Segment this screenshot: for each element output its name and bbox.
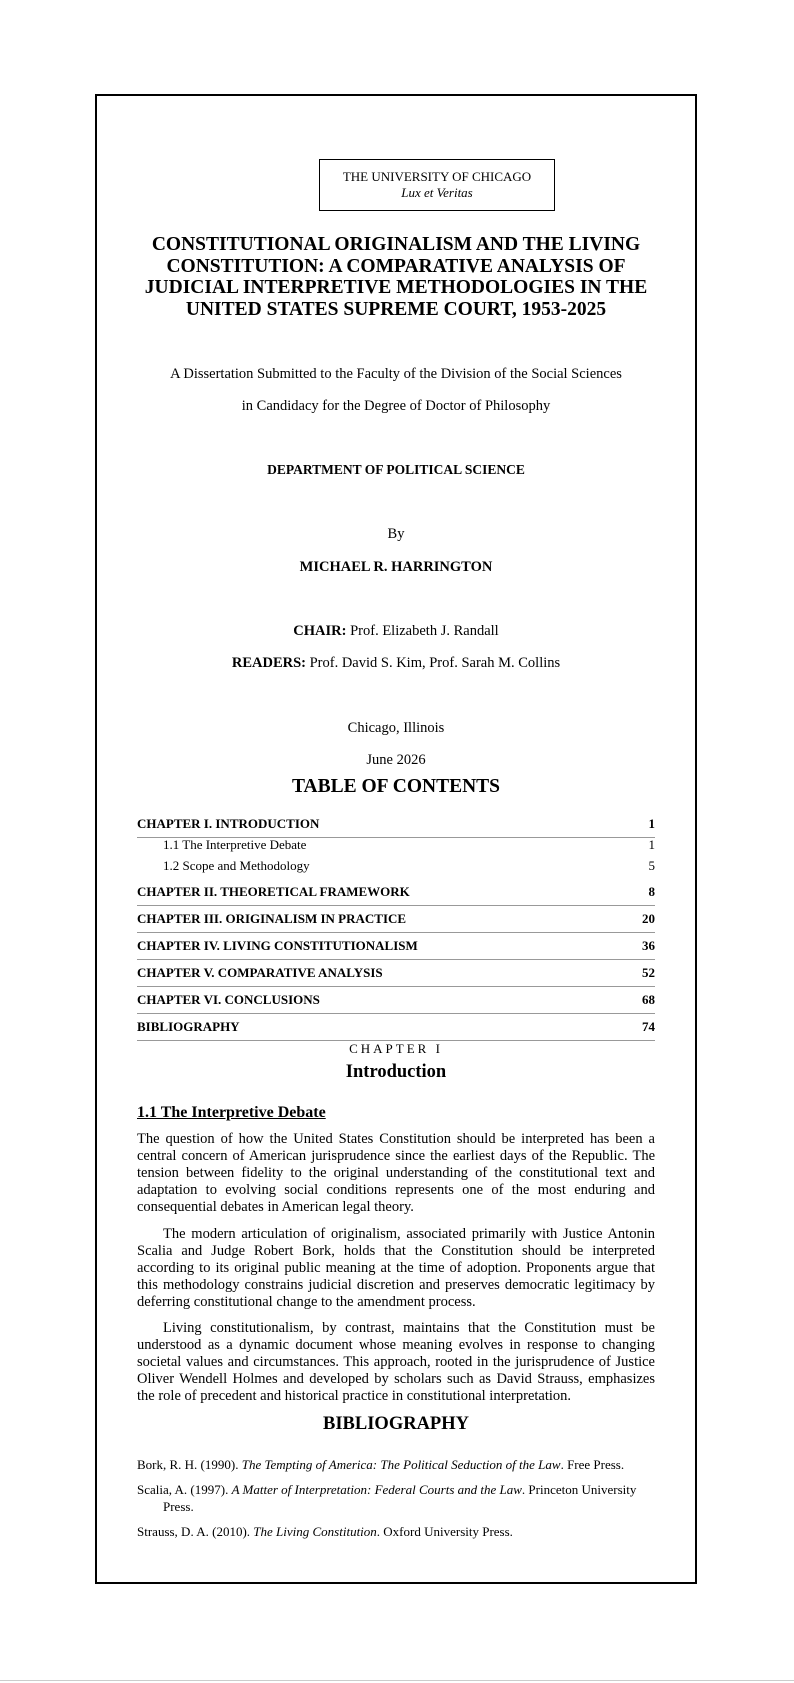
toc-entry[interactable] (137, 884, 655, 906)
toc-page: 1 (648, 816, 655, 831)
bib-author-year: Strauss, D. A. (2010). (137, 1524, 254, 1539)
by-label: By (387, 526, 405, 542)
toc-entry[interactable] (137, 965, 655, 987)
university-seal (319, 159, 555, 211)
submission-date: June 2026 (366, 752, 426, 768)
body-paragraph: Living constitutionalism, by contrast, maintains that the Constitution must be understood as a dynamic document whose meaning evolves in response to changing societal values and circumstances. This approach, rooted in the jurisprudence of Justice Oliver Wendell Holmes and developed by scholars such as David Strauss, emphasizes the role of precedent and historical practice in constitutional interpretation. (137, 1320, 655, 1404)
bib-author-year: Scalia, A. (1997). (137, 1482, 232, 1497)
toc-label: CHAPTER IV. LIVING CONSTITUTIONALISM (137, 938, 418, 953)
title-line: CONSTITUTIONAL ORIGINALISM AND THE LIVING (151, 234, 641, 255)
toc-label: CHAPTER II. THEORETICAL FRAMEWORK (137, 884, 410, 899)
bib-publisher: . Free Press. (560, 1457, 625, 1472)
title-line: CONSTITUTION: A COMPARATIVE ANALYSIS OF (166, 255, 626, 277)
chapter-eyebrow: CHAPTER I (349, 1041, 443, 1056)
submission-line-2: in Candidacy for the Degree of Doctor of Philosophy (241, 398, 551, 414)
toc-entry[interactable] (137, 858, 655, 879)
toc-label: CHAPTER V. COMPARATIVE ANALYSIS (137, 965, 383, 980)
toc-page: 1 (648, 837, 655, 852)
toc-page: 68 (642, 992, 655, 1007)
toc-label: CHAPTER III. ORIGINALISM IN PRACTICE (137, 911, 407, 926)
committee-chair (137, 623, 655, 640)
body-paragraph: The question of how the United States Constitution should be interpreted has been a central concern of American jurisprudence since the earliest days of the Republic. The tension between fidelity to the original understanding of the constitutional text and adaptation to evolving social conditions represents one of the most enduring and consequential debates in American legal theory. (137, 1131, 655, 1215)
bib-work-title: The Living Constitution (253, 1524, 377, 1539)
toc-page: 36 (642, 938, 655, 953)
readers-names: Prof. David S. Kim, Prof. Sarah M. Collins (309, 655, 561, 671)
toc-page: 5 (648, 858, 655, 873)
toc-entry[interactable] (137, 816, 655, 838)
toc-label: BIBLIOGRAPHY (137, 1019, 240, 1034)
toc-label: CHAPTER VI. CONCLUSIONS (137, 992, 320, 1007)
place: Chicago, Illinois (347, 720, 445, 736)
department-name: DEPARTMENT OF POLITICAL SCIENCE (267, 462, 525, 477)
submission-line-1: A Dissertation Submitted to the Faculty of the Division of the Social Sciences (170, 366, 622, 382)
toc-entry[interactable] (137, 1019, 655, 1041)
section-title: 1.1 The Interpretive Debate (137, 1104, 326, 1121)
bib-author-year: Bork, R. H. (1990). (137, 1457, 242, 1472)
toc-page: 52 (642, 965, 655, 980)
toc-page: 74 (642, 1019, 655, 1034)
committee-readers (137, 655, 655, 672)
author-name: MICHAEL R. HARRINGTON (299, 559, 493, 575)
bibliography-heading: BIBLIOGRAPHY (323, 1414, 469, 1434)
bib-work-title: The Tempting of America: The Political Seduction of the Law (241, 1457, 561, 1472)
toc-entry[interactable] (137, 911, 655, 933)
chair-name: Prof. Elizabeth J. Randall (350, 623, 499, 639)
toc-heading: TABLE OF CONTENTS (291, 776, 501, 797)
title-line: JUDICIAL INTERPRETIVE METHODOLOGIES IN THE (144, 277, 648, 298)
toc-label: CHAPTER I. INTRODUCTION (137, 816, 320, 831)
title-line: UNITED STATES SUPREME COURT, 1953-2025 (185, 298, 607, 320)
bib-work-title: A Matter of Interpretation: Federal Courts and the Law (231, 1482, 522, 1497)
toc-entry[interactable] (137, 938, 655, 960)
page-bottom-divider (0, 1680, 794, 1681)
chair-label: CHAIR: (293, 623, 347, 639)
toc-label: 1.2 Scope and Methodology (163, 858, 310, 873)
bib-publisher: . Oxford University Press. (376, 1524, 513, 1539)
bibliography-entry (137, 1481, 655, 1515)
body-paragraph: The modern articulation of originalism, associated primarily with Justice Antonin Scalia and Judge Robert Bork, holds that the Constitution should be interpreted according to its original public meaning at the time of adoption. Proponents argue that this methodology constrains judicial discretion and preserves democratic legitimacy by deferring constitutional change to the amendment process. (137, 1226, 655, 1310)
chapter-title: Introduction (345, 1062, 447, 1082)
bibliography-entry (137, 1456, 655, 1473)
toc-label: 1.1 The Interpretive Debate (163, 837, 307, 852)
readers-label: READERS: (231, 655, 306, 671)
toc-entry[interactable] (137, 992, 655, 1014)
bib-publisher: . Princeton University Press. (163, 1482, 637, 1514)
bibliography-entry (137, 1523, 655, 1540)
document-page (95, 94, 697, 1584)
toc-page: 8 (648, 884, 655, 899)
toc-entry[interactable] (137, 837, 655, 858)
university-motto: Lux et Veritas (401, 185, 473, 200)
toc-page: 20 (642, 911, 655, 926)
dissertation-title (137, 234, 655, 320)
university-name: THE UNIVERSITY OF CHICAGO (342, 169, 532, 184)
